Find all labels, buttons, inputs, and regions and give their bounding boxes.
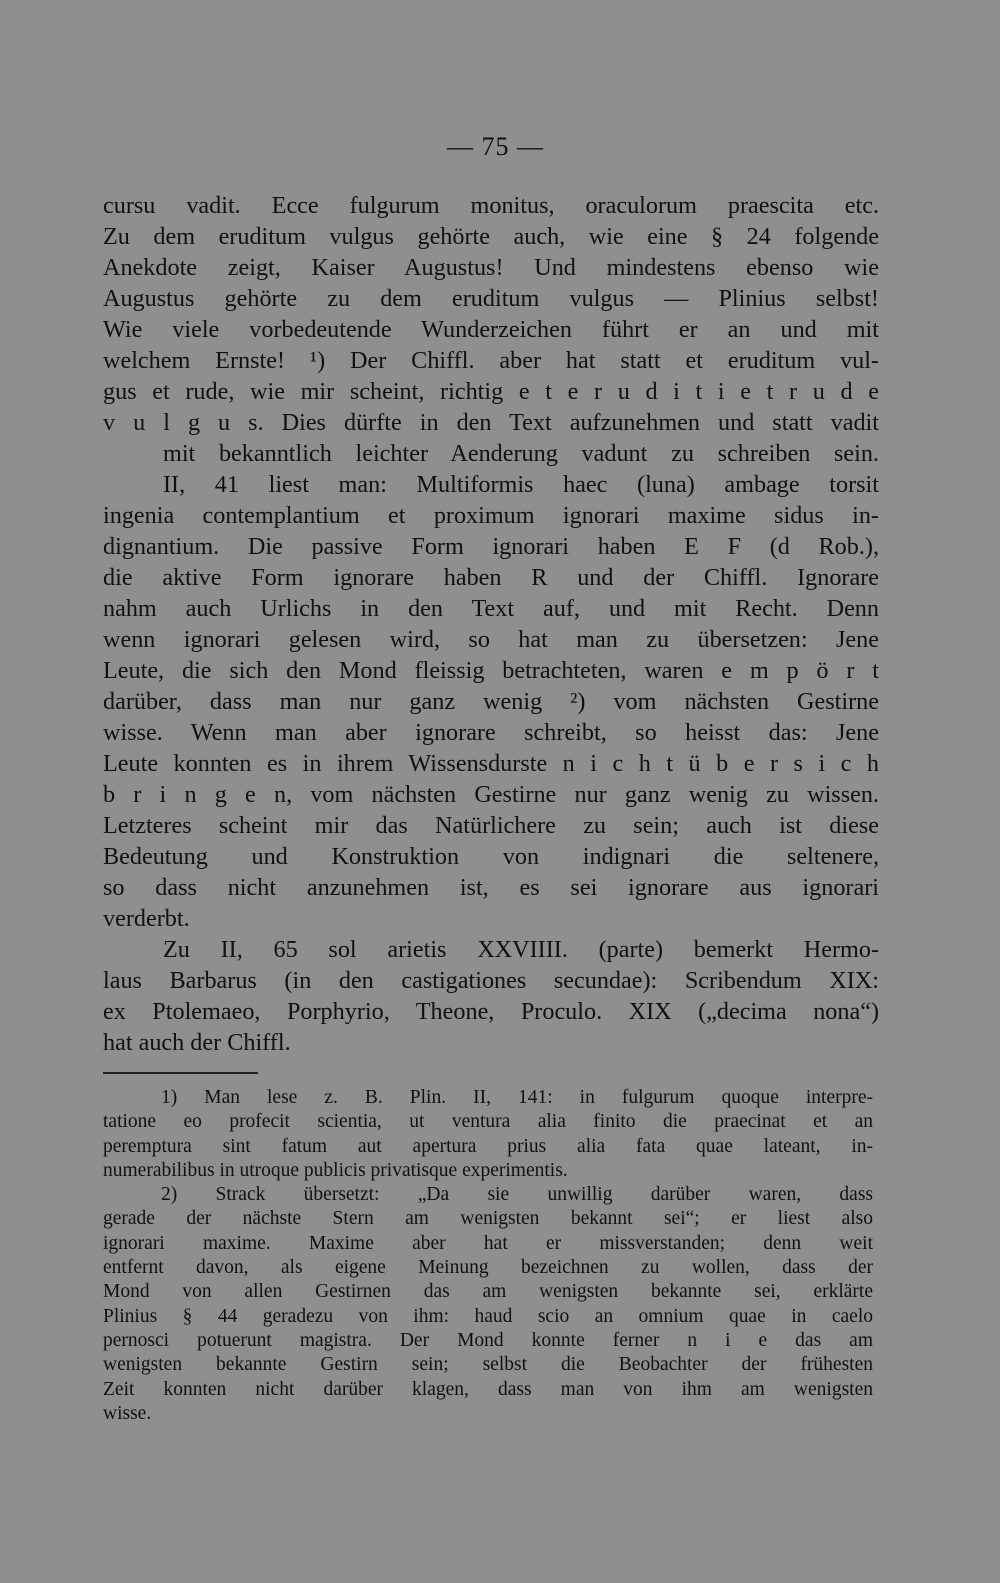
text-line: Leute, die sich den Mond fleissig betrachteten, waren e m p ö r t	[103, 657, 879, 684]
text-line: wenn ignorari gelesen wird, so hat man zu übersetzen: Jene	[103, 626, 879, 653]
text-line: dignantium. Die passive Form ignorari haben E F (d Rob.),	[103, 533, 879, 560]
footnote-line: Plinius § 44 geradezu von ihm: haud scio an omnium quae in caelo	[103, 1305, 873, 1327]
text-line: Letzteres scheint mir das Natürlichere zu sein; auch ist diese	[103, 812, 879, 839]
text-line: mit bekanntlich leichter Aenderung vadunt zu schreiben sein.	[163, 440, 879, 467]
text-line: Bedeutung und Konstruktion von indignari die seltenere,	[103, 843, 879, 870]
footnote-line: ignorari maxime. Maxime aber hat er missverstanden; denn weit	[103, 1232, 873, 1254]
footnote-line: gerade der nächste Stern am wenigsten bekannt sei“; er liest also	[103, 1208, 873, 1230]
footnote-line: 2) Strack übersetzt: „Da sie unwillig darüber waren, dass	[161, 1184, 873, 1206]
text-line: ingenia contemplantium et proximum ignorari maxime sidus in-	[103, 502, 879, 529]
footnote-line: entfernt davon, als eigene Meinung bezeichnen zu wollen, dass der	[103, 1257, 873, 1279]
page-number: — 75 —	[447, 132, 544, 161]
text-line: welchem Ernste! ¹) Der Chiffl. aber hat statt et eruditum vul-	[103, 347, 879, 374]
text-line: cursu vadit. Ecce fulgurum monitus, oraculorum praescita etc.	[103, 192, 879, 219]
text-line: Augustus gehörte zu dem eruditum vulgus — Plinius selbst!	[103, 285, 879, 312]
text-line: Wie viele vorbedeutende Wunderzeichen führt er an und mit	[103, 316, 879, 343]
text-line: Leute konnten es in ihrem Wissensdurste n i c h t ü b e r s i c h	[103, 750, 879, 777]
text-line: Zu II, 65 sol arietis XXVIIII. (parte) bemerkt Hermo-	[163, 936, 879, 963]
text-line: verderbt.	[103, 905, 190, 932]
text-line: II, 41 liest man: Multiformis haec (luna) ambage torsit	[163, 471, 879, 498]
text-line: Zu dem eruditum vulgus gehörte auch, wie eine § 24 folgende	[103, 223, 879, 250]
footnote-line: numerabilibus in utroque publicis privatisque experimentis.	[103, 1159, 568, 1181]
footnote-line: pernosci potuerunt magistra. Der Mond konnte ferner n i e das am	[103, 1329, 873, 1351]
text-line: Anekdote zeigt, Kaiser Augustus! Und mindestens ebenso wie	[103, 254, 879, 281]
text-line: so dass nicht anzunehmen ist, es sei ignorare aus ignorari	[103, 874, 879, 901]
text-line: laus Barbarus (in den castigationes secundae): Scribendum XIX:	[103, 967, 879, 994]
main-text	[103, 190, 879, 1058]
footnote-line: Zeit konnten nicht darüber klagen, dass man von ihm am wenigsten	[103, 1378, 873, 1400]
footnote-line: Mond von allen Gestirnen das am wenigsten bekannte sei, erklärte	[103, 1281, 873, 1303]
text-line: darüber, dass man nur ganz wenig ²) vom nächsten Gestirne	[103, 688, 879, 715]
footnote-line: peremptura sint fatum aut apertura prius alia fata quae lateant, in-	[103, 1135, 873, 1157]
text-line: ex Ptolemaeo, Porphyrio, Theone, Proculo. XIX („decima nona“)	[103, 998, 879, 1025]
text-line: nahm auch Urlichs in den Text auf, und mit Recht. Denn	[103, 595, 879, 622]
footnote-rule	[103, 1072, 258, 1074]
text-line: gus et rude, wie mir scheint, richtig e t e r u d i t i e t r u d e	[103, 378, 879, 405]
text-line: v u l g u s. Dies dürfte in den Text aufzunehmen und statt vadit	[103, 409, 879, 436]
footnote-line: wenigsten bekannte Gestirn sein; selbst die Beobachter der frühesten	[103, 1354, 873, 1376]
footnote-line: tatione eo profecit scientia, ut ventura alia finito die praecinat et an	[103, 1111, 873, 1133]
text-line: hat auch der Chiffl.	[103, 1029, 291, 1056]
footnote-line: 1) Man lese z. B. Plin. II, 141: in fulgurum quoque interpre-	[161, 1087, 873, 1108]
text-line: b r i n g e n, vom nächsten Gestirne nur ganz wenig zu wissen.	[103, 781, 879, 808]
text-line: die aktive Form ignorare haben R und der Chiffl. Ignorare	[103, 564, 879, 591]
text-line: wisse. Wenn man aber ignorare schreibt, so heisst das: Jene	[103, 719, 879, 746]
footnotes	[103, 1086, 873, 1426]
footnote-line: wisse.	[103, 1402, 152, 1424]
